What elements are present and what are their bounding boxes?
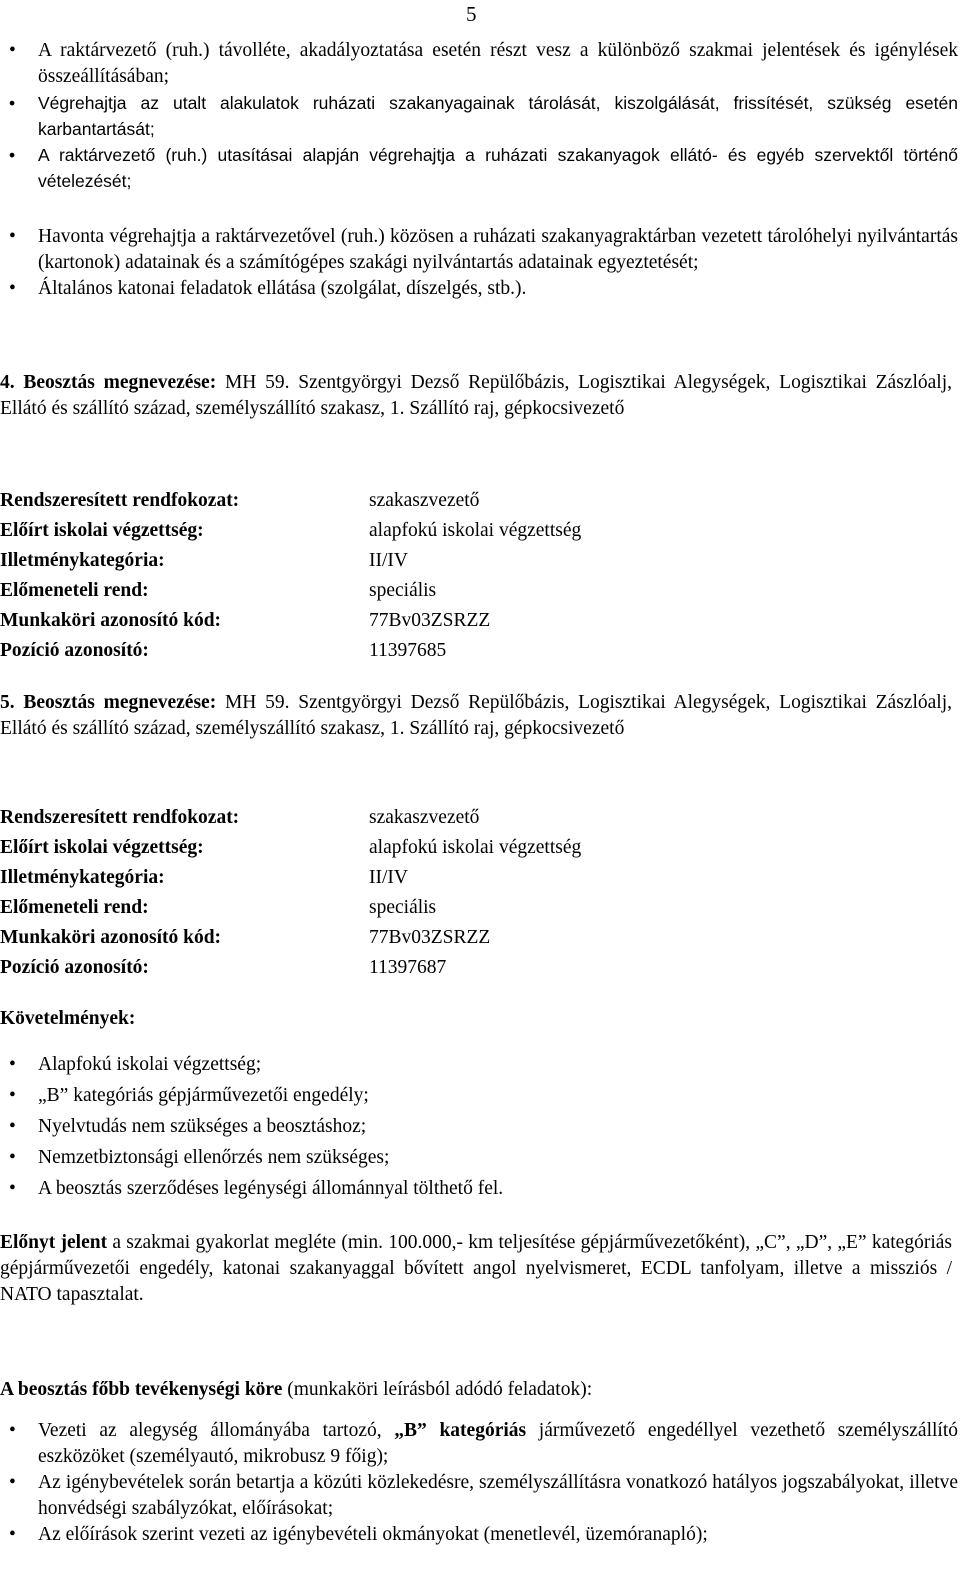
list-item: • Általános katonai feladatok ellátása (szolgálat, díszelgés, stb.).: [9, 278, 527, 299]
duties-heading: A beosztás főbb tevékenységi köre (munkaköri leírásból adódó feladatok):: [0, 1379, 593, 1400]
section-4-fields: [0, 486, 581, 666]
top-bullet-list: [0, 38, 958, 194]
list-item: • Alapfokú iskolai végzettség;: [9, 1054, 262, 1075]
field-row: Pozíció azonosító: 11397687: [0, 957, 447, 978]
field-row: Illetménykategória: II/IV: [0, 867, 408, 888]
section-4-heading: 4. Beosztás megnevezése: MH 59. Szentgyörgyi Dezső Repülőbázis, Logisztikai Alegységek, Logisztikai Zászlóalj, Ellátó és szállító század, személyszállító szakasz, 1. Szállító raj, gépkocsivezető: [0, 372, 952, 419]
field-row: Illetménykategória: II/IV: [0, 550, 408, 571]
serif-bullet-list: [0, 224, 958, 302]
list-item: • „B” kategóriás gépjárművezetői engedély;: [9, 1085, 369, 1106]
section-5-fields: [0, 803, 581, 983]
page-number: 5: [466, 2, 477, 26]
requirements-heading: Követelmények:: [0, 1008, 136, 1029]
section-5-heading: 5. Beosztás megnevezése: MH 59. Szentgyörgyi Dezső Repülőbázis, Logisztikai Alegységek, Logisztikai Zászlóalj, Ellátó és szállító század, személyszállító szakasz, 1. Szállító raj, gépkocsivezető: [0, 692, 952, 739]
advantage-paragraph: Előnyt jelent a szakmai gyakorlat megléte (min. 100.000,- km teljesítése gépjárművezetőként), „C”, „D”, „E” kategóriás gépjárművezetői engedély, katonai szakanyaggal bővített angol nyelvismeret, ECDL tanfolyam, illetve a missziós / NATO tapasztalat.: [0, 1232, 952, 1305]
field-row: Előírt iskolai végzettség: alapfokú iskolai végzettség: [0, 837, 582, 858]
list-item: • Nemzetbiztonsági ellenőrzés nem szükséges;: [9, 1147, 390, 1168]
field-row: Előmeneteli rend: speciális: [0, 897, 437, 918]
list-item: • A raktárvezető (ruh.) távolléte, akadályoztatása esetén részt vesz a különböző szakmai jelentések és igénylések összeállításában;: [9, 40, 958, 87]
list-item: • Az igénybevételek során betartja a közúti közlekedésre, személyszállításra vonatkozó hatályos jogszabályokat, illetve honvédségi szabályzókat, előírásokat;: [9, 1472, 958, 1519]
list-item: • Havonta végrehajtja a raktárvezetővel (ruh.) közösen a ruházati szakanyagraktárban vezetett tárolóhelyi nyilvántartás (kartonok) adatainak és a számítógépes szakági nyilvántartás adatainak egyeztetését;: [9, 226, 958, 273]
field-row: Előírt iskolai végzettség: alapfokú iskolai végzettség: [0, 520, 582, 541]
field-row: Munkaköri azonosító kód: 77Bv03ZSRZZ: [0, 610, 491, 631]
field-row: Pozíció azonosító: 11397685: [0, 640, 447, 661]
list-item: • A raktárvezető (ruh.) utasításai alapján végrehajtja a ruházati szakanyagok ellátó- és egyéb szervektől történő vételezését;: [9, 145, 958, 191]
list-item: • Nyelvtudás nem szükséges a beosztáshoz;: [9, 1116, 367, 1137]
list-item: • A beosztás szerződéses legénységi állománnyal tölthető fel.: [9, 1178, 504, 1199]
requirements-list: [0, 1049, 958, 1204]
field-row: Előmeneteli rend: speciális: [0, 580, 437, 601]
list-item: • Vezeti az alegység állományába tartozó, „B” kategóriás járművezető engedéllyel vezethető személyszállító eszközöket (személyautó, mikrobusz 9 főig);: [9, 1420, 958, 1467]
field-row: Rendszeresített rendfokozat: szakaszvezető: [0, 807, 480, 828]
field-row: Munkaköri azonosító kód: 77Bv03ZSRZZ: [0, 927, 491, 948]
field-row: Rendszeresített rendfokozat: szakaszvezető: [0, 490, 480, 511]
list-item: • Az előírások szerint vezeti az igénybevételi okmányokat (menetlevél, üzemóranapló);: [9, 1524, 708, 1545]
duties-list: [0, 1418, 958, 1548]
list-item: • Végrehajtja az utalt alakulatok ruházati szakanyagainak tárolását, kiszolgálását, frissítését, szükség esetén karbantartását;: [9, 93, 958, 139]
